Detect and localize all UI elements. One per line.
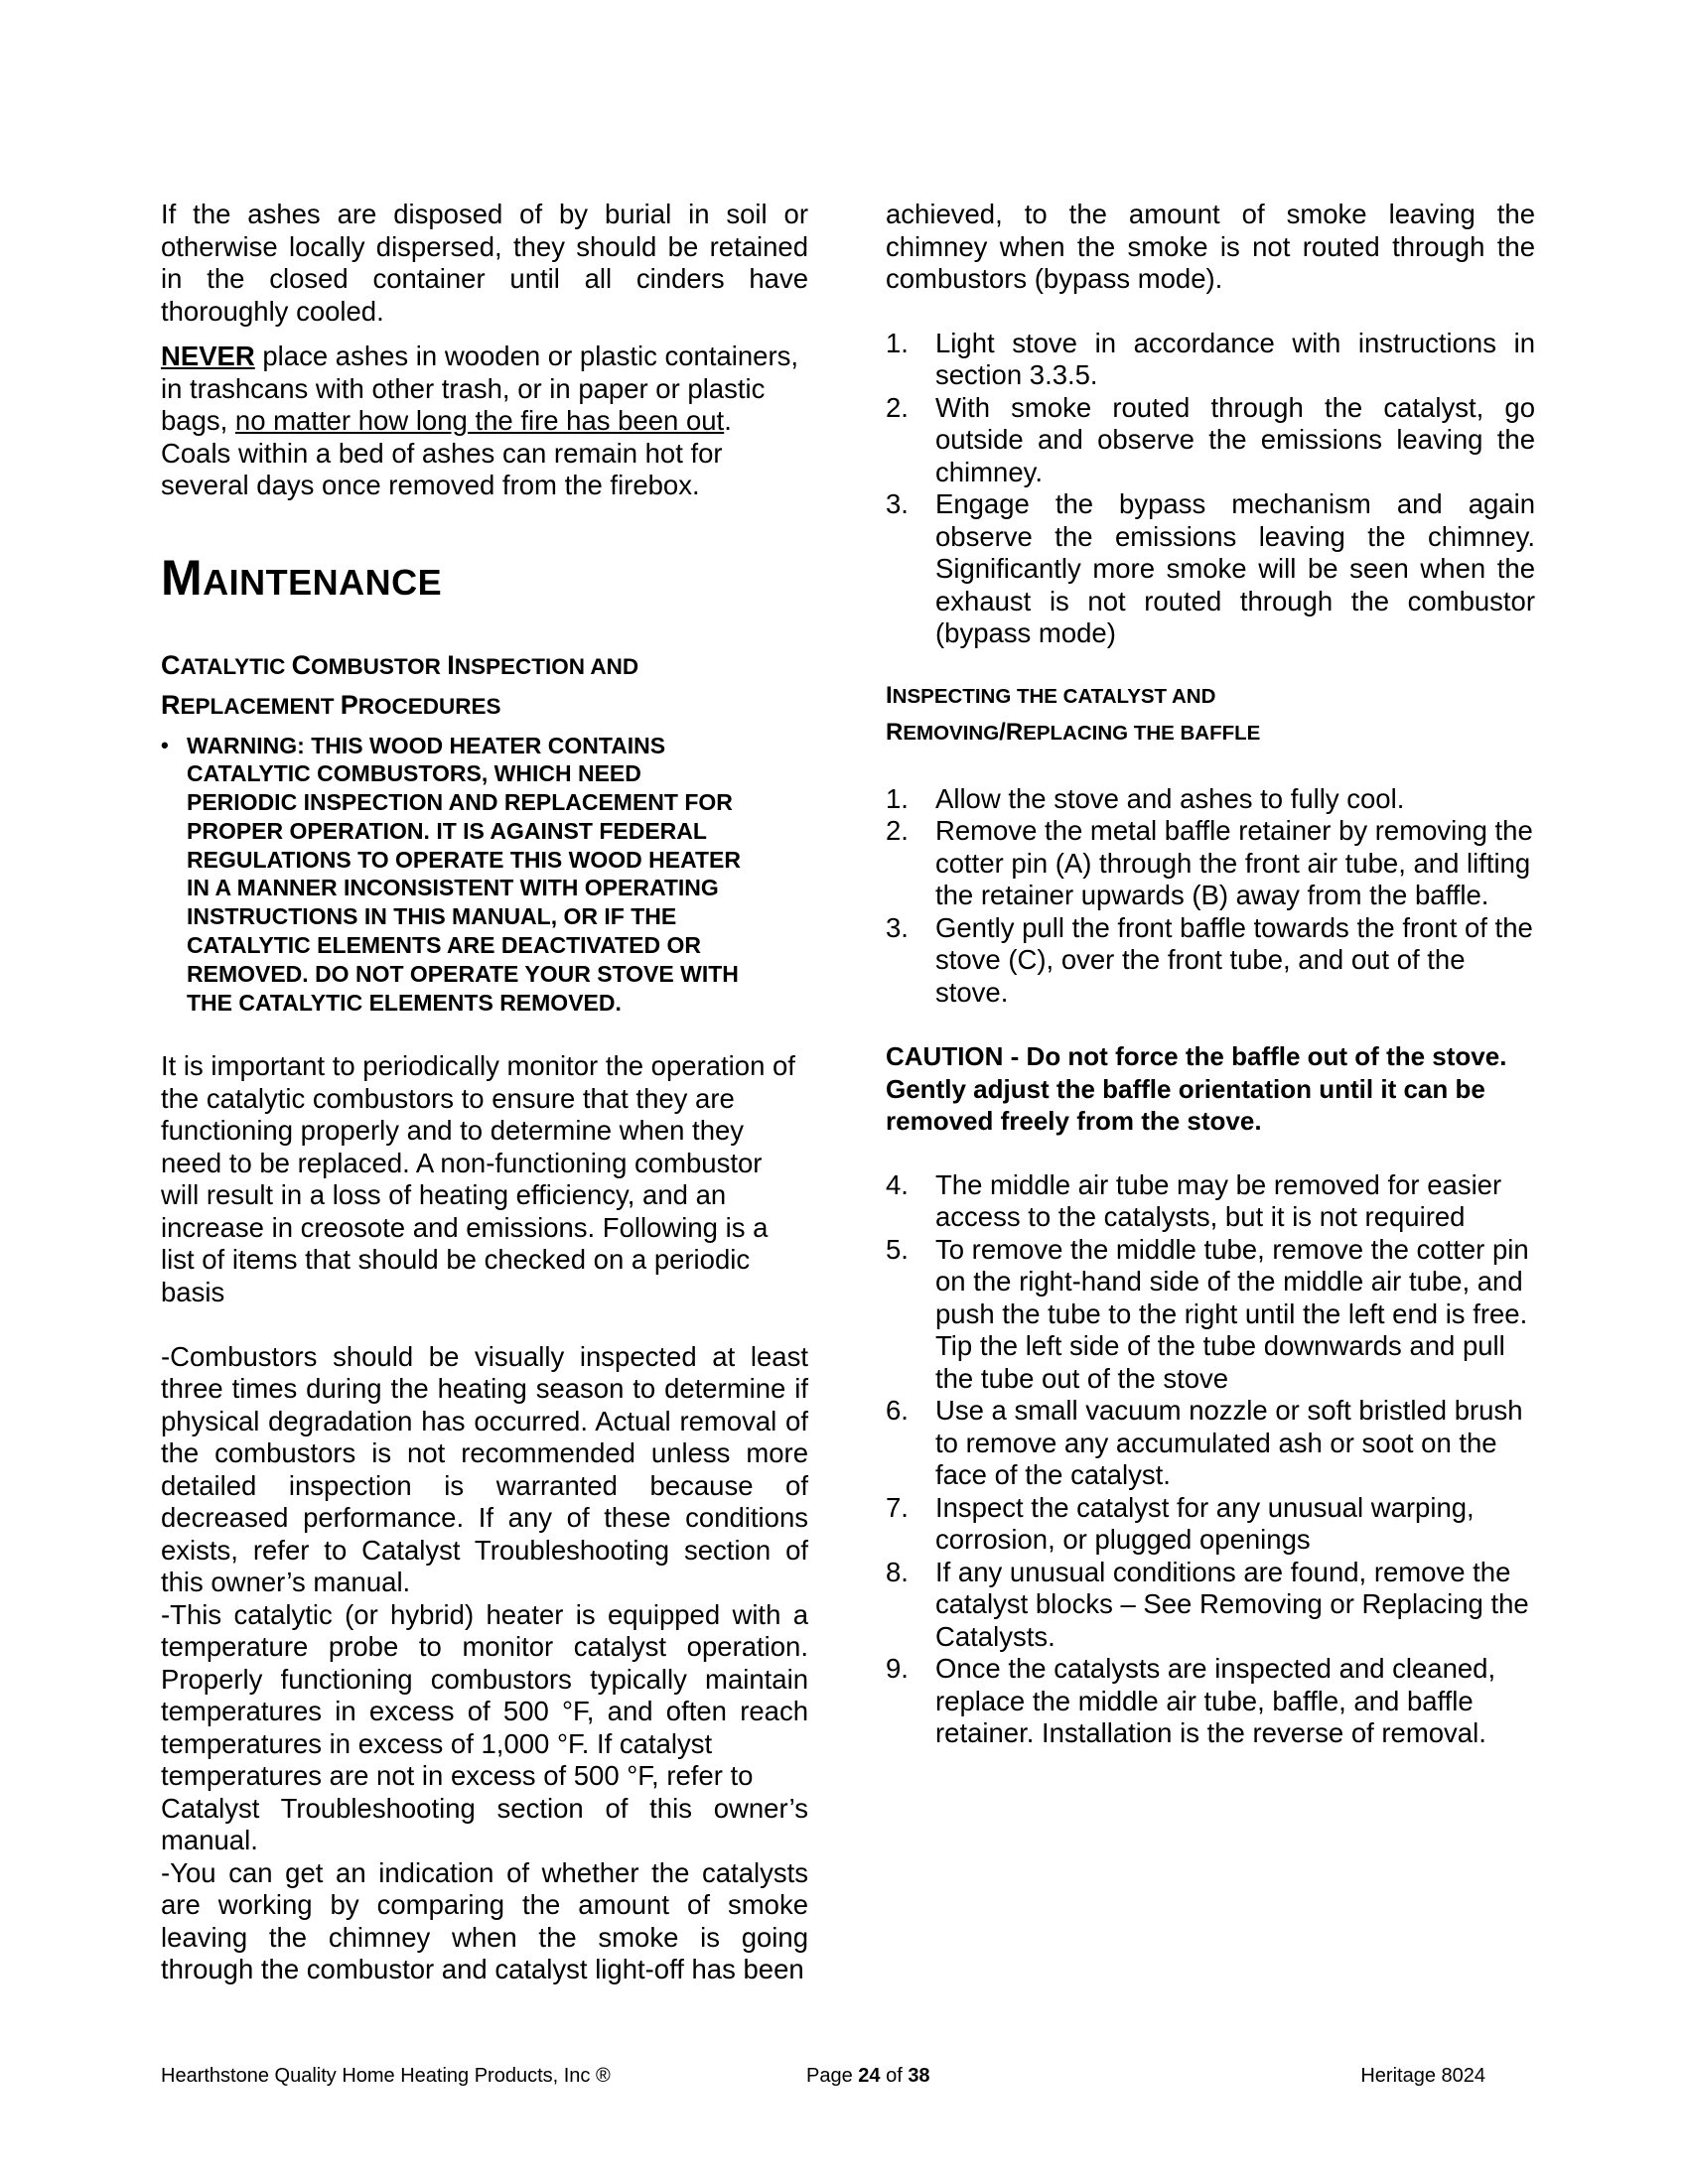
subsection-title: CATALYTIC COMBUSTOR INSPECTION AND REPLACEMENT PROCEDURES (161, 649, 639, 720)
list-item: 1. Light stove in accordance with instructions in section 3.3.5. (886, 327, 1535, 390)
footer-model: Heritage 8024 (1360, 2065, 1485, 2087)
list-item: 5. To remove the middle tube, remove the cotter pin on the right-hand side of the middle air tube, and push the tube to the right until the left end is free. Tip the left side of the tube downwards and pull the tube out of the stove (886, 1233, 1529, 1394)
temperature-probe-line: temperatures are not in excess of 500 °F, refer to (161, 1760, 754, 1792)
never-paragraph (161, 341, 808, 502)
list-item: 4. The middle air tube may be removed for easier access to the catalysts, but it is not required (886, 1168, 1502, 1232)
ashes-disposal-paragraph: If the ashes are disposed of by burial in soil or otherwise locally dispersed, they should be retained in the closed container until all cinders have thoroughly cooled. (161, 199, 808, 327)
list-item: 2. With smoke routed through the catalyst, go outside and observe the emissions leaving the chimney. (886, 391, 1535, 487)
warning-text: WARNING: THIS WOOD HEATER CONTAINS CATALYTIC COMBUSTORS, WHICH NEED PERIODIC INSPECTION AND REPLACEMENT FOR PROPER OPERATION. IT IS AGAINST FEDERAL REGULATIONS TO OPERATE THIS WOOD HEATER IN A MANNER INCONSISTENT WITH OPERATING INSTRUCTIONS IN THIS MANUAL, OR IF THE CATALYTIC ELEMENTS ARE DEACTIVATED OR REMOVED. DO NOT OPERATE YOUR STOVE WITH THE CATALYTIC ELEMENTS REMOVED. (187, 732, 741, 1016)
inspecting-heading: INSPECTING THE CATALYST AND REMOVING/REPLACING THE BAFFLE (886, 681, 1261, 746)
never-text-1: place ashes in wooden or plastic containers, in trashcans with other trash, or in paper or plastic bags, (161, 341, 799, 436)
visual-inspection-paragraph: -Combustors should be visually inspected at least three times during the heating season to determine if physical degradation has occurred. Actual removal of the combustors is not recommended unless more detailed inspection is warranted because of decreased performance. If any of these conditions exists, refer to Catalyst Troubleshooting section of this owner’s manual. (161, 1340, 808, 1598)
list-item: 2. Remove the metal baffle retainer by removing the cotter pin (A) through the front air tube, and lifting the retainer upwards (B) away from the baffle. (886, 815, 1533, 910)
page-footer (161, 2065, 1535, 2095)
warning-bullet: • (161, 732, 169, 757)
footer-company: Hearthstone Quality Home Heating Products, Inc ® (161, 2065, 611, 2087)
emission-check-steps (886, 328, 1535, 650)
continued-paragraph: achieved, to the amount of smoke leaving the chimney when the smoke is not routed through the combustors (bypass mode). (886, 199, 1535, 294)
never-text-2: . Coals within a bed of ashes can remain hot for several days once removed from the firebox. (161, 405, 732, 500)
temperature-probe-ref: Catalyst Troubleshooting section of this owner’s manual. (161, 1792, 808, 1856)
catalyst-inspection-steps (886, 1169, 1535, 1750)
indication-paragraph: -You can get an indication of whether the catalysts are working by comparing the amount of smoke leaving the chimney when the smoke is going through the combustor and catalyst light-off has been (161, 1856, 808, 1985)
list-item: 9. Once the catalysts are inspected and cleaned, replace the middle air tube, baffle, and baffle retainer. Installation is the reverse of removal. (886, 1653, 1496, 1748)
monitor-paragraph: It is important to periodically monitor the operation of the catalytic combustors to ensure that they are functioning properly and to determine when they need to be replaced. A non-functioning combustor will result in a loss of heating efficiency, and an increase in creosote and emissions. Following is a list of items that should be checked on a periodic basis (161, 1050, 795, 1307)
list-item: 8. If any unusual conditions are found, remove the catalyst blocks – See Removing or Replacing the Catalysts. (886, 1556, 1529, 1652)
list-item: 1. Allow the stove and ashes to fully cool. (886, 782, 1405, 814)
footer-page-number: Page 24 of 38 (806, 2065, 930, 2087)
section-title: MAINTENANCE (161, 549, 443, 606)
left-column (161, 199, 808, 1986)
list-item: 3. Engage the bypass mechanism and again observe the emissions leaving the chimney. Significantly more smoke will be seen when the exhaust is not routed through the combustor (bypass mode) (886, 488, 1535, 648)
temperature-probe-paragraph: -This catalytic (or hybrid) heater is equipped with a temperature probe to monitor catalyst operation. Properly functioning combustors typically maintain temperatures in excess of 500 °F, and often reach temperatures in excess of 1,000 °F. If catalyst (161, 1598, 808, 1759)
list-item: 6. Use a small vacuum nozzle or soft bristled brush to remove any accumulated ash or soot on the face of the catalyst. (886, 1395, 1523, 1490)
list-item: 7. Inspect the catalyst for any unusual warping, corrosion, or plugged openings (886, 1491, 1475, 1555)
right-column (886, 199, 1535, 1750)
caution-note: CAUTION - Do not force the baffle out of the stove. Gently adjust the baffle orientation until it can be removed freely from the stove. (886, 1041, 1507, 1136)
baffle-removal-steps (886, 783, 1535, 1010)
never-underlined-text: no matter how long the fire has been out (234, 405, 725, 436)
warning-block (161, 732, 808, 1018)
list-item: 3. Gently pull the front baffle towards the front of the stove (C), over the front tube, and out of the stove. (886, 911, 1533, 1008)
never-emphasis: NEVER (161, 341, 255, 371)
